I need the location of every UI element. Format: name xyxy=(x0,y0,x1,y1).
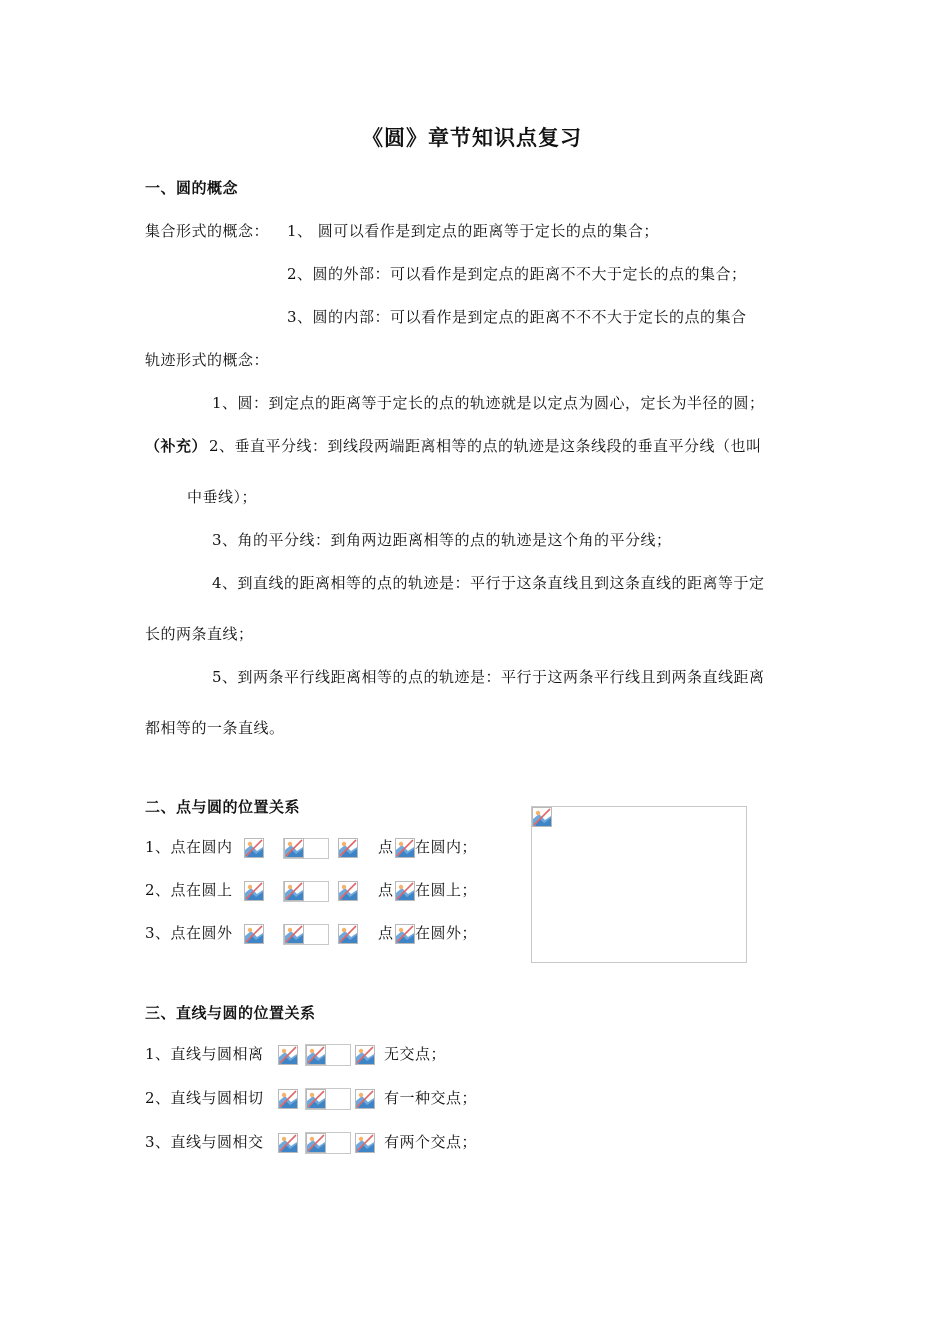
locus-item-5-line-1: 5、到两条平行线距离相等的点的轨迹是：平行于这两条平行线且到两条直线距离 xyxy=(212,668,765,686)
line-row-3-suffix: 有两个交点； xyxy=(384,1133,478,1151)
point-row-1-prefix: 点 xyxy=(378,838,394,856)
formula-image-icon xyxy=(355,1133,375,1153)
formula-image-icon xyxy=(284,881,304,901)
locus-item-4-line-1: 4、到直线的距离相等的点的轨迹是：平行于这条直线且到这条直线的距离等于定 xyxy=(212,574,765,592)
section-heading-point-circle: 二、点与圆的位置关系 xyxy=(145,798,301,816)
locus-item-3: 3、角的平分线：到角两边距离相等的点的轨迹是这个角的平分线； xyxy=(212,531,672,549)
formula-image-icon xyxy=(306,1089,326,1109)
formula-image-icon xyxy=(306,1045,326,1065)
formula-image-icon xyxy=(338,924,358,944)
formula-image-icon xyxy=(355,1045,375,1065)
line-row-1-label: 1、直线与圆相离 xyxy=(145,1045,264,1063)
point-row-3-label: 3、点在圆外 xyxy=(145,924,233,942)
formula-image-icon xyxy=(244,881,264,901)
point-row-2-prefix: 点 xyxy=(378,881,394,899)
point-row-3-prefix: 点 xyxy=(378,924,394,942)
set-concept-label: 集合形式的概念： xyxy=(145,222,270,240)
formula-image-icon xyxy=(306,1133,326,1153)
figure-image-icon xyxy=(532,807,552,827)
formula-image-icon xyxy=(278,1045,298,1065)
line-row-2-label: 2、直线与圆相切 xyxy=(145,1089,264,1107)
section-heading-circle-concept: 一、圆的概念 xyxy=(145,179,239,197)
point-row-1-label: 1、点在圆内 xyxy=(145,838,233,856)
formula-image-icon xyxy=(278,1089,298,1109)
figure-placeholder-frame xyxy=(531,806,747,963)
formula-image-icon xyxy=(395,838,415,858)
set-item-3: 3、圆的内部：可以看作是到定点的距离不不不大于定长的点的集合 xyxy=(287,308,747,326)
set-item-1: 1、 圆可以看作是到定点的距离等于定长的点的集合； xyxy=(287,222,659,240)
section-heading-line-circle: 三、直线与圆的位置关系 xyxy=(145,1004,316,1022)
page-title: 《圆》章节知识点复习 xyxy=(362,126,582,150)
formula-image-icon xyxy=(244,838,264,858)
set-item-2: 2、圆的外部：可以看作是到定点的距离不不大于定长的点的集合； xyxy=(287,265,747,283)
locus-item-2-line-2: 中垂线）； xyxy=(187,488,258,506)
line-row-3-label: 3、直线与圆相交 xyxy=(145,1133,264,1151)
formula-image-icon xyxy=(355,1089,375,1109)
locus-item-4-line-2: 长的两条直线； xyxy=(145,625,254,643)
line-row-2-suffix: 有一种交点； xyxy=(384,1089,478,1107)
point-row-2-label: 2、点在圆上 xyxy=(145,881,233,899)
point-row-3-suffix: 在圆外； xyxy=(415,924,478,942)
point-row-2-suffix: 在圆上； xyxy=(415,881,478,899)
formula-image-icon xyxy=(395,881,415,901)
line-row-1-suffix: 无交点； xyxy=(384,1045,447,1063)
formula-image-icon xyxy=(395,924,415,944)
locus-item-2-line-1: 2、垂直平分线：到线段两端距离相等的点的轨迹是这条线段的垂直平分线（也叫 xyxy=(209,437,762,455)
formula-image-icon xyxy=(284,838,304,858)
formula-image-icon xyxy=(338,838,358,858)
locus-item-5-line-2: 都相等的一条直线。 xyxy=(145,719,285,737)
formula-image-icon xyxy=(244,924,264,944)
locus-item-1: 1、圆：到定点的距离等于定长的点的轨迹就是以定点为圆心，定长为半径的圆； xyxy=(212,394,765,412)
point-row-1-suffix: 在圆内； xyxy=(415,838,478,856)
formula-image-icon xyxy=(338,881,358,901)
formula-image-icon xyxy=(284,924,304,944)
locus-concept-label: 轨迹形式的概念： xyxy=(145,351,270,369)
formula-image-icon xyxy=(278,1133,298,1153)
supplement-tag: （补充） xyxy=(145,437,208,455)
